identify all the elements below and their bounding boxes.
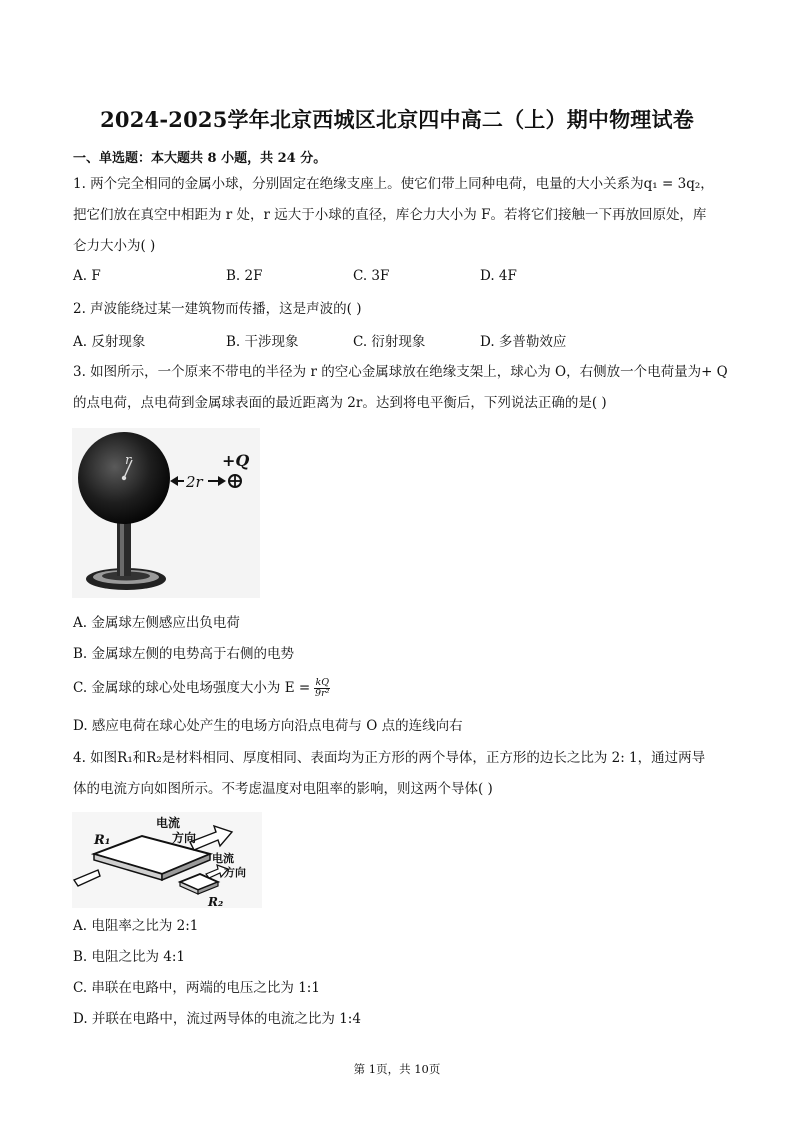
q4-option-d: D. 并联在电路中，流过两导体的电流之比为 1:4 <box>73 1011 361 1027</box>
r2-current-label-2: 方向 <box>224 866 246 879</box>
q2-stem: 2. 声波能绕过某一建筑物而传播，这是声波的( ) <box>73 301 362 317</box>
q4-figure-conductors <box>72 812 262 908</box>
q4-option-c: C. 串联在电路中，两端的电压之比为 1:1 <box>73 980 320 996</box>
q4-stem-line1: 4. 如图R₁和R₂是材料相同、厚度相同、表面均为正方形的两个导体，正方形的边长之比为 2: 1，通过两导 <box>73 750 706 766</box>
q1-option-c: C. 3F <box>353 268 390 284</box>
q4-option-a: A. 电阻率之比为 2:1 <box>73 918 199 934</box>
q1-option-b: B. 2F <box>226 268 263 284</box>
charge-label: +Q <box>222 451 250 470</box>
q2-option-b: B. 干涉现象 <box>226 334 299 350</box>
q3-stem-line1: 3. 如图所示，一个原来不带电的半径为 r 的空心金属球放在绝缘支架上，球心为 O，右侧放一个电荷量为+ Q <box>73 364 728 380</box>
q4-stem-line2: 体的电流方向如图所示。不考虑温度对电阻率的影响，则这两个导体( ) <box>73 781 493 797</box>
q2-option-d: D. 多普勒效应 <box>480 334 567 350</box>
q3-option-a: A. 金属球左侧感应出负电荷 <box>73 615 240 631</box>
q3-stem-line2: 的点电荷，点电荷到金属球表面的最近距离为 2r。达到将电平衡后，下列说法正确的是( ) <box>73 395 607 411</box>
q3-option-b: B. 金属球左侧的电势高于右侧的电势 <box>73 646 295 662</box>
section-heading-single-choice: 一、单选题：本大题共 8 小题，共 24 分。 <box>73 151 327 166</box>
r1-current-label-1: 电流 <box>156 816 181 830</box>
fraction-numerator: kQ <box>315 677 330 688</box>
q3-figure-metal-sphere <box>72 428 260 598</box>
q4-option-b: B. 电阻之比为 4:1 <box>73 949 186 965</box>
radius-label: r <box>125 453 132 468</box>
q2-option-a: A. 反射现象 <box>73 334 146 350</box>
r2-current-label-1: 电流 <box>212 852 234 865</box>
fraction-denominator: 9r² <box>315 688 330 699</box>
q3-option-d: D. 感应电荷在球心处产生的电场方向沿点电荷与 O 点的连线向右 <box>73 718 463 734</box>
r2-label: R₂ <box>208 895 224 908</box>
q1-stem-line2: 把它们放在真空中相距为 r 处，r 远大于小球的直径，库仑力大小为 F。若将它们接触一下再放回原处，库 <box>73 207 707 223</box>
q3-option-c-fraction <box>314 678 330 699</box>
page-footer: 第 1页，共 10页 <box>353 1062 441 1076</box>
q3-option-c <box>73 678 330 699</box>
distance-label: 2r <box>186 473 203 491</box>
r1-label: R₁ <box>94 833 111 848</box>
q1-stem-line1: 1. 两个完全相同的金属小球，分别固定在绝缘支座上。使它们带上同种电荷，电量的大小关系为q₁ = 3q₂， <box>73 176 714 192</box>
q1-option-a: A. F <box>73 268 101 284</box>
r1-current-label-2: 方向 <box>172 831 197 845</box>
q2-option-c: C. 衍射现象 <box>353 334 426 350</box>
q3-option-c-text: C. 金属球的球心处电场强度大小为 E = <box>73 680 315 696</box>
q1-option-d: D. 4F <box>480 268 517 284</box>
q1-stem-line3: 仑力大小为( ) <box>73 238 156 254</box>
page-title: 2024-2025学年北京西城区北京四中高二（上）期中物理试卷 <box>100 107 694 132</box>
